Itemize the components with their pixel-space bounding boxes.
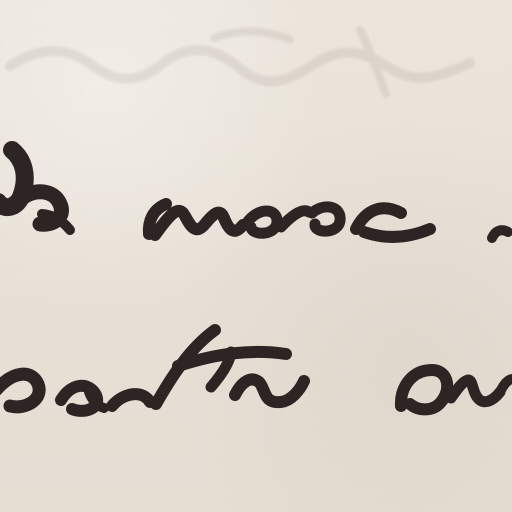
handwriting-line-2 [0, 318, 512, 443]
handwriting-line-1 [0, 132, 512, 277]
ghost-handwriting [0, 18, 512, 108]
